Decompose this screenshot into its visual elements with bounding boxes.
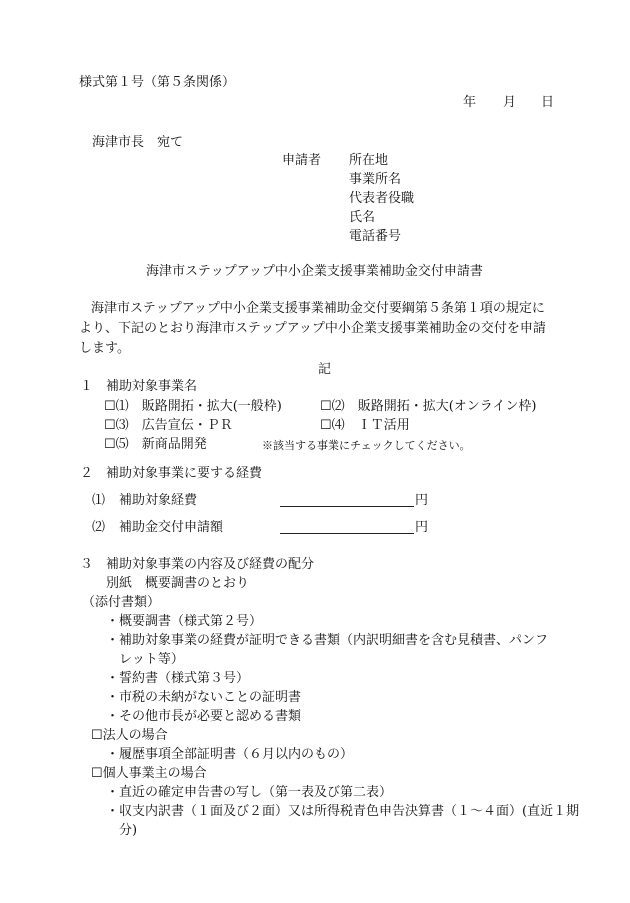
corporation-item: ・履歴事項全部証明書（６月以内のもの） <box>106 747 354 762</box>
option-number: ⑴ <box>115 399 129 414</box>
expense-item-2-label: 補助金交付申請額 <box>119 520 224 535</box>
option-label: ＩＴ活用 <box>357 418 410 433</box>
option-label: 新商品開発 <box>141 437 207 452</box>
form-number: 様式第１号（第５条関係） <box>79 75 236 90</box>
checkbox-note: ※該当する事業にチェックしてください。 <box>262 439 471 452</box>
attachments-heading: （添付書類） <box>82 595 161 610</box>
attachment-item-continued: レット等） <box>119 652 184 667</box>
individual-checkbox[interactable]: ☐個人事業主の場合 <box>91 766 207 781</box>
section3-body: 別紙 概要調書のとおり <box>106 576 250 591</box>
corporation-checkbox[interactable]: ☐法人の場合 <box>91 728 168 743</box>
checkbox-icon[interactable]: ☐ <box>320 418 332 433</box>
expense-item-1-number: ⑴ <box>92 493 106 508</box>
expense-item-1-input-line[interactable] <box>280 506 414 507</box>
individual-item: ・直近の確定申告書の写し（第一表及び第二表） <box>106 785 393 800</box>
addressee: 海津市長 宛て <box>92 135 184 150</box>
checkbox-icon[interactable]: ☐ <box>104 418 116 433</box>
attachment-item: ・概要調書（様式第２号） <box>106 614 263 629</box>
option-label: 販路開拓・拡大(一般枠) <box>141 399 282 414</box>
applicant-label: 申請者 <box>282 153 322 168</box>
option-label: 広告宣伝・ＰＲ <box>141 418 233 433</box>
checkbox-icon[interactable]: ☐ <box>104 437 116 452</box>
checkbox-icon[interactable]: ☐ <box>104 399 116 414</box>
attachment-item: ・その他市長が必要と認める書類 <box>106 709 302 724</box>
option-number: ⑵ <box>331 399 345 414</box>
applicant-representative-title: 代表者役職 <box>349 191 415 206</box>
section1-number: １ <box>80 379 94 394</box>
individual-item: ・収支内訳書（１面及び２面）又は所得税青色申告決算書（１～４面）(直近１期 <box>106 804 580 819</box>
attachment-item: ・補助対象事業の経費が証明できる書類（内訳明細書を含む見積書、パンフ <box>106 633 549 648</box>
expense-item-2-input-line[interactable] <box>280 533 414 534</box>
expense-item-1-label: 補助対象経費 <box>119 493 198 508</box>
attachment-item: ・誓約書（様式第３号） <box>106 671 250 686</box>
applicant-business-name: 事業所名 <box>349 172 402 187</box>
checkbox-option-2[interactable] <box>320 398 536 415</box>
checkbox-option-4[interactable] <box>320 417 410 434</box>
checkbox-option-5[interactable] <box>104 436 207 453</box>
date-year: 年 <box>463 95 477 110</box>
intro-line-2: より、下記のとおり海津市ステップアップ中小企業支援事業補助金の交付を申請 <box>79 321 546 336</box>
section3-title: 補助対象事業の内容及び経費の配分 <box>106 557 315 572</box>
attachment-item: ・市税の未納がないことの証明書 <box>106 690 302 705</box>
checkbox-option-1[interactable] <box>104 398 282 415</box>
expense-item-1-unit: 円 <box>415 493 429 508</box>
option-number: ⑸ <box>115 437 129 452</box>
section2-title: 補助対象事業に要する経費 <box>106 466 263 481</box>
applicant-name: 氏名 <box>349 210 376 225</box>
ki-heading: 記 <box>318 362 332 377</box>
intro-line-3: します。 <box>79 341 130 356</box>
option-label: 販路開拓・拡大(オンライン枠) <box>357 399 537 414</box>
expense-item-2-number: ⑵ <box>92 520 106 535</box>
intro-line-1: 海津市ステップアップ中小企業支援事業補助金交付要綱第５条第１項の規定に <box>91 301 545 316</box>
section3-number: ３ <box>80 557 94 572</box>
checkbox-option-3[interactable] <box>104 417 233 434</box>
section2-number: ２ <box>80 466 94 481</box>
section1-title: 補助対象事業名 <box>106 379 198 394</box>
document-title: 海津市ステップアップ中小企業支援事業補助金交付申請書 <box>146 264 483 279</box>
option-number: ⑷ <box>331 418 345 433</box>
individual-item-continued: 分) <box>119 823 138 838</box>
date-month: 月 <box>503 95 517 110</box>
applicant-address: 所在地 <box>349 153 389 168</box>
applicant-phone: 電話番号 <box>349 229 402 244</box>
option-number: ⑶ <box>115 418 129 433</box>
date-day: 日 <box>541 95 555 110</box>
checkbox-icon[interactable]: ☐ <box>320 399 332 414</box>
expense-item-2-unit: 円 <box>415 520 429 535</box>
